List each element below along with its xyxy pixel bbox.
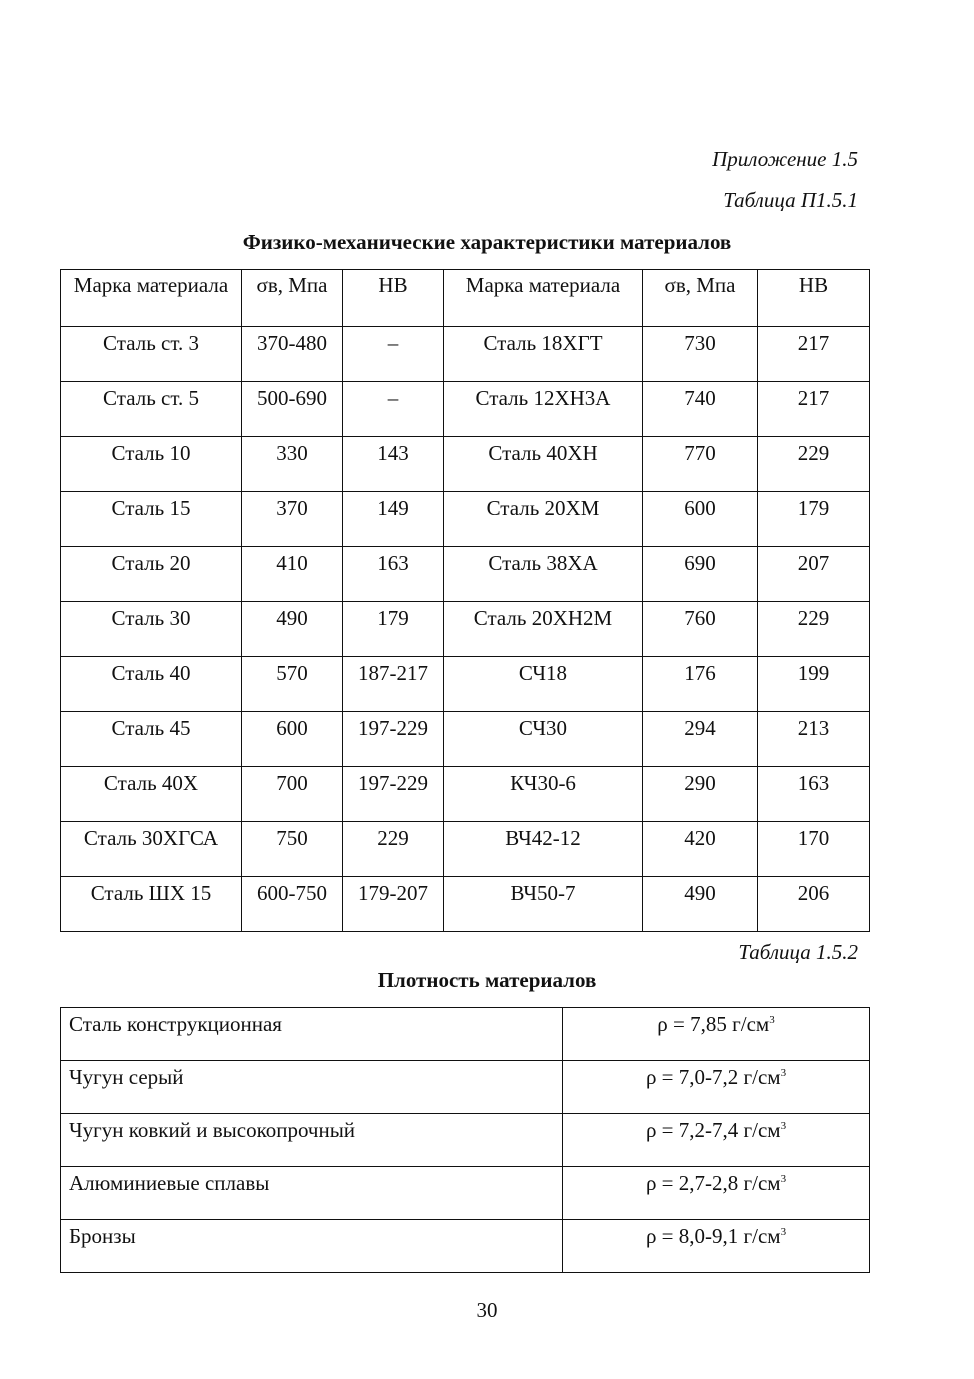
table-row (61, 1220, 870, 1273)
unit-superscript: 3 (780, 1120, 787, 1132)
table-cell: Сталь ст. 3 (61, 327, 242, 382)
table-cell: Сталь 40 (61, 657, 242, 712)
column-header: Марка материала (444, 270, 643, 327)
table-cell: Сталь 10 (61, 437, 242, 492)
table-cell: 206 (758, 877, 870, 932)
table-cell: 149 (343, 492, 444, 547)
appendix-label: Приложение 1.5 (712, 147, 858, 171)
column-header: Марка материала (61, 270, 242, 327)
table-cell: 600-750 (242, 877, 343, 932)
column-header: НВ (758, 270, 870, 327)
density-value (563, 1220, 870, 1273)
table-cell: 330 (242, 437, 343, 492)
table-row (61, 657, 870, 712)
table-cell: Сталь 30ХГСА (61, 822, 242, 877)
table-cell: 179 (343, 602, 444, 657)
table-cell: Сталь ст. 5 (61, 382, 242, 437)
table-cell: – (343, 382, 444, 437)
table-cell: Сталь 30 (61, 602, 242, 657)
table-cell: Сталь 20ХМ (444, 492, 643, 547)
table-cell: 770 (643, 437, 758, 492)
density-text: ρ = 7,0-7,2 г/см (645, 1065, 781, 1089)
table-cell: 490 (643, 877, 758, 932)
table-cell: 740 (643, 382, 758, 437)
table-cell: 197-229 (343, 767, 444, 822)
table-cell: 570 (242, 657, 343, 712)
mechanical-properties-table (60, 269, 870, 932)
table-row (61, 1008, 870, 1061)
table-cell: 730 (643, 327, 758, 382)
table-cell: 600 (643, 492, 758, 547)
unit-superscript: 3 (780, 1173, 787, 1185)
table-cell: 217 (758, 382, 870, 437)
table-cell: Сталь 18ХГТ (444, 327, 643, 382)
table-cell: 690 (643, 547, 758, 602)
table-row (61, 327, 870, 382)
table-cell: 176 (643, 657, 758, 712)
density-text: ρ = 7,85 г/см (657, 1012, 770, 1036)
table-cell: Сталь ШХ 15 (61, 877, 242, 932)
table-cell: ВЧ42-12 (444, 822, 643, 877)
table-row (61, 547, 870, 602)
table-cell: 163 (758, 767, 870, 822)
material-name: Алюминиевые сплавы (61, 1167, 563, 1220)
table-cell: ВЧ50-7 (444, 877, 643, 932)
material-name: Бронзы (61, 1220, 563, 1273)
table-cell: 197-229 (343, 712, 444, 767)
table-cell: 170 (758, 822, 870, 877)
table-cell: 179-207 (343, 877, 444, 932)
table-cell: Сталь 40Х (61, 767, 242, 822)
table-row (61, 602, 870, 657)
table-cell: СЧ18 (444, 657, 643, 712)
table-cell: 420 (643, 822, 758, 877)
material-name: Чугун серый (61, 1061, 563, 1114)
table-cell: 229 (758, 602, 870, 657)
table-row (61, 437, 870, 492)
table-cell: 163 (343, 547, 444, 602)
table-cell: 290 (643, 767, 758, 822)
table-cell: 370-480 (242, 327, 343, 382)
material-name: Чугун ковкий и высокопрочный (61, 1114, 563, 1167)
table-row (61, 767, 870, 822)
table-row (61, 822, 870, 877)
table-cell: 217 (758, 327, 870, 382)
table-cell: 500-690 (242, 382, 343, 437)
column-header: σв, Мпа (643, 270, 758, 327)
table-cell: 294 (643, 712, 758, 767)
density-value (563, 1061, 870, 1114)
table-cell: Сталь 38ХА (444, 547, 643, 602)
table-cell: Сталь 40ХН (444, 437, 643, 492)
table-row (61, 712, 870, 767)
table-cell: 229 (758, 437, 870, 492)
density-text: ρ = 8,0-9,1 г/см (645, 1224, 781, 1248)
table1-label: Таблица П1.5.1 (723, 188, 858, 212)
table-cell: Сталь 20 (61, 547, 242, 602)
table-cell: 187-217 (343, 657, 444, 712)
table-cell: 213 (758, 712, 870, 767)
unit-superscript: 3 (780, 1067, 787, 1079)
table-cell: Сталь 45 (61, 712, 242, 767)
table-cell: Сталь 15 (61, 492, 242, 547)
table-cell: 229 (343, 822, 444, 877)
material-name: Сталь конструкционная (61, 1008, 563, 1061)
table-cell: 760 (643, 602, 758, 657)
table-cell: 143 (343, 437, 444, 492)
table-cell: – (343, 327, 444, 382)
density-text: ρ = 7,2-7,4 г/см (645, 1118, 781, 1142)
table-row (61, 492, 870, 547)
density-value (563, 1008, 870, 1061)
table-cell: 199 (758, 657, 870, 712)
unit-superscript: 3 (769, 1014, 775, 1026)
table2-title: Плотность материалов (377, 968, 597, 992)
table-row (61, 382, 870, 437)
page-number: 30 (476, 1298, 498, 1322)
table-cell: 600 (242, 712, 343, 767)
table-cell: 370 (242, 492, 343, 547)
table-cell: Сталь 12ХН3А (444, 382, 643, 437)
column-header: σв, Мпа (242, 270, 343, 327)
table-cell: 700 (242, 767, 343, 822)
table-row (61, 1167, 870, 1220)
table-cell: 207 (758, 547, 870, 602)
density-text: ρ = 2,7-2,8 г/см (645, 1171, 781, 1195)
table-row (61, 877, 870, 932)
table-cell: 410 (242, 547, 343, 602)
table-cell: 750 (242, 822, 343, 877)
column-header: НВ (343, 270, 444, 327)
density-value (563, 1167, 870, 1220)
table-cell: 179 (758, 492, 870, 547)
table1-title: Физико-механические характеристики материалов (242, 230, 732, 254)
table-cell: КЧ30-6 (444, 767, 643, 822)
density-value (563, 1114, 870, 1167)
unit-superscript: 3 (780, 1226, 787, 1238)
table-row (61, 1114, 870, 1167)
table-row (61, 1061, 870, 1114)
table-header-row (61, 270, 870, 327)
table-cell: СЧ30 (444, 712, 643, 767)
table-cell: Сталь 20ХН2М (444, 602, 643, 657)
table-cell: 490 (242, 602, 343, 657)
density-table (60, 1007, 870, 1273)
table2-label: Таблица 1.5.2 (738, 940, 858, 964)
